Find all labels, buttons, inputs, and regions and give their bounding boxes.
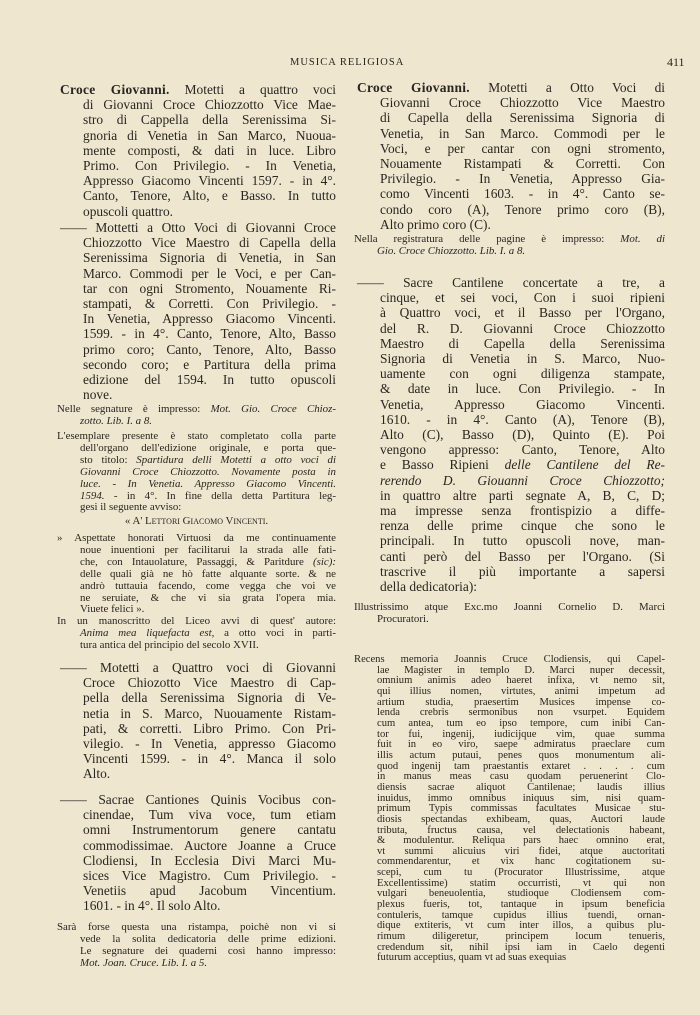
italic-text: delle Cantilene del Re-: [504, 457, 666, 473]
catalog-entry: [357, 80, 665, 232]
text-line: Maestro di Capella della Serenissima: [380, 335, 665, 351]
text-line: condo coro (A), Tenore primo coro (B),: [380, 201, 665, 217]
text-line: Appresso Giacomo Vincenti 1597. - in 4°.: [83, 173, 336, 189]
text-line: [354, 246, 665, 258]
text-line: opuscoli quattro.: [83, 203, 174, 219]
text-line: vilegio. - In Venetia, appresso Giacomo: [83, 736, 336, 752]
text-line: Nouamente Ristampati & Corretti. Con: [380, 156, 665, 172]
text-line: primo coro; Canto, Tenore, Alto, Basso: [83, 341, 336, 357]
text-line: della dedicatoria):: [380, 579, 478, 595]
text-run: Nella registratura delle pagine è impresso:: [354, 233, 621, 245]
text-line: 1601. - in 4°. Il solo Alto.: [83, 898, 221, 914]
text-line: tributa, fructus causa, vel delectationis habeant,: [377, 824, 665, 836]
text-line: & date in luce. Con Privilegio. - In: [380, 381, 665, 397]
catalog-entry: [60, 220, 336, 402]
note: [57, 404, 336, 428]
text-line: artium studia, praesertim Musices impense co-: [377, 696, 665, 708]
text-line: Vincenti 1599. - in 4°. Manca il solo: [83, 751, 336, 767]
text-line: tor fui, ingenij, iudicijque vim, quae summa: [377, 728, 665, 740]
text-line: diosis spectandas exhibeam, quas, Auctori laude: [377, 813, 665, 825]
text-line: dique extiteris, vt cum inter illos, a quibus plu-: [377, 920, 665, 932]
text-line: « A' Lettori Giacomo Vincenti.: [124, 515, 269, 527]
text-line: plexus fueris, tot, tantaque in ipsum beneficia: [377, 899, 665, 911]
text-line: rimum diligeretur, principem locum tenueris,: [377, 931, 665, 943]
text-line: uamente con ogni diligenza stampate,: [380, 366, 665, 382]
text-line: renza delle prime cinque che sono le: [380, 518, 665, 534]
text-line: Giovanni Croce Chiozzotto Vice Maestro: [380, 95, 665, 111]
text-run: Motetti a Otto Voci di: [469, 80, 665, 95]
italic-text: Mot. Gio. Croce Chioz-: [210, 403, 336, 415]
text-line: Venetiis apud Jacobum Vincentium.: [83, 883, 336, 899]
text-run: sto titolo:: [80, 453, 137, 466]
text-line: Alto.: [83, 766, 111, 782]
text-line: vt summi alicuius viri fidei, atque auctoritati: [377, 845, 665, 857]
text-line: primum Typis commissas facultates Musicae stu-: [377, 803, 665, 815]
text-line: in quattro altre parti segnate A, B, C, D;: [380, 487, 665, 503]
text-line: lenda crebris sermonibus non vsurpet. Equidem: [377, 707, 665, 719]
text-line: cum antea, tum eo ipso tempore, cum inibi Can-: [377, 717, 665, 729]
catalog-entry: [60, 660, 336, 782]
catalog-entry: [60, 82, 336, 219]
catalog-entry: [60, 792, 336, 914]
italic-text: Giovanni Croce Chiozzotto. Novamente posta in: [80, 465, 336, 478]
dedication-text: [354, 655, 665, 964]
text-line: Chiozzotto Vice Maestro di Capella della: [83, 235, 336, 251]
text-line: commodissimae. Auctore Joanne a Cruce: [83, 837, 336, 853]
text-line: Procuratori.: [377, 612, 429, 625]
page-number: 411: [667, 55, 685, 69]
text-run: e Basso Ripieni: [380, 457, 505, 473]
italic-text: luce. - In Venetia. Appresso Giacomo Vincenti.: [80, 477, 336, 490]
text-line: Le segnature dei quaderni così hanno impresso:: [80, 944, 336, 957]
italic-text: zotto. Lib. I. a 8.: [80, 414, 153, 427]
text-line: illis actum putaui, penes quos monumentum ali-: [377, 749, 665, 761]
running-head: MUSICA RELIGIOSA: [290, 57, 405, 68]
text-line: vulgari beneuolentia, studioque Clodiensem com-: [377, 888, 665, 900]
text-line: L'esemplare presente è stato completato colla parte: [57, 430, 336, 442]
text-line: scepi, cum tu (Procurator Illustrissime, atque: [377, 867, 665, 879]
text-line: cinendae, Tum viva voce, tum etiam: [83, 807, 336, 823]
text-line: diensis sacrae aliquot Cantilenae; laudis illius: [377, 781, 665, 793]
text-line: & modulentur. Reliqua pars haec omnino erat,: [377, 835, 665, 847]
text-line: [357, 80, 665, 95]
text-line: [357, 473, 665, 488]
italic-text: Mot. Joan. Cruce. Lib. I. a 5.: [80, 956, 208, 969]
text-line: delle quali già ne hò fatte alquante sorte. & ne: [80, 567, 336, 580]
text-line: noue inuentioni per facilitarui la strada alle fati-: [80, 543, 336, 556]
text-line: Venetia, Appresso Giacomo Vincenti.: [380, 396, 665, 412]
text-run: a otto voci in parti-: [214, 626, 336, 639]
text-line: di Capella della Serenissima Signoria di: [380, 110, 665, 126]
text-line: lae Magister in templo D. Marci nuper decessit,: [377, 664, 665, 676]
text-line: nove.: [83, 387, 113, 403]
text-run: - in 4°. In fine della detta Partitura leg-: [104, 489, 336, 502]
text-line: Recens memoria Joannis Cruce Clodiensis, qui Capel-: [354, 654, 665, 665]
italic-text: Gio. Croce Chiozzotto. Lib. I. a 8.: [377, 244, 526, 257]
text-line: stro di Cappella della Serenissima Si-: [83, 112, 336, 128]
text-line: [357, 457, 665, 472]
text-line: Excellentissime) statim occurristi, vt qui non: [377, 877, 665, 889]
text-line: Privilegio. - In Venetia, Appresso Gia-: [380, 171, 665, 187]
text-line: trascrive il più importante a sapersi: [380, 563, 665, 579]
text-line: —— Sacrae Cantiones Quinis Vocibus con-: [60, 792, 336, 807]
text-line: [57, 557, 336, 569]
text-line: [57, 958, 336, 970]
text-line: In un manoscritto del Liceo avvi di quest' autore:: [57, 615, 336, 627]
text-line: vede la solita dedicatoria delle prime edizioni.: [80, 932, 336, 945]
dedication-address: [354, 602, 665, 626]
text-line: Signoria di Venetia in S. Marco, Nuo-: [380, 351, 665, 367]
italic-text: 1594.: [80, 489, 105, 502]
text-line: ne seruiate, & che vi sia grata l'opera mia.: [80, 591, 336, 604]
text-line: gnoria di Venetia in San Marco, Nuoua-: [83, 127, 336, 143]
text-line: canti però del Basso per l'Organo. (Si: [380, 548, 665, 564]
italic-text: Mot. di: [620, 233, 665, 245]
text-line: mente composti, & dati in luce. Libro: [83, 142, 336, 158]
text-line: Alto (C), Basso (D), Quinto (E). Poi: [380, 427, 665, 443]
text-line: Marco. Commodi per le Voci, e per Can-: [83, 265, 336, 281]
text-line: Illustrissimo atque Exc.mo Joanni Cornelio D. Marci: [354, 601, 665, 613]
text-line: edizione del 1594. In tutto opuscoli: [83, 372, 336, 388]
text-line: Sarà forse questa una ristampa, poichè non vi si: [57, 921, 336, 933]
note: [57, 922, 336, 970]
text-line: andrò tuttauia facendo, come vegga che voi ve: [80, 579, 336, 592]
text-line: commendarentur, et vix hanc cogitationem su-: [377, 856, 665, 868]
note: [57, 616, 336, 652]
text-line: cinque, et sei voci, Con i suoi ripieni: [380, 290, 665, 306]
text-line: Venetia, in San Marco. Commodi per le: [380, 125, 665, 141]
italic-text: (sic):: [313, 555, 336, 568]
text-line: dell'organo dell'edizione originale, e porta que-: [80, 441, 336, 454]
text-run: Motetti a quattro voci: [169, 82, 336, 97]
text-line: fuit in eo viro, saepe admiratus praeclare cum: [377, 739, 665, 751]
entry-heading: Croce Giovanni.: [60, 82, 170, 97]
text-line: contuleris, tamque cupidus illius tuendi, ornan-: [377, 909, 665, 921]
text-line: sices Vice Magistro. Cum Privilegio. -: [83, 868, 336, 884]
text-line: di Giovanni Croce Chiozzotto Vice Mae-: [83, 97, 336, 113]
text-line: [57, 416, 336, 428]
text-line: omni Instrumentorum genere cantatu: [83, 822, 336, 838]
text-line: à Quattro voci, et il Basso per l'Organo,: [380, 305, 665, 321]
text-line: » Aspettate honorati Virtuosi da me continuamente: [57, 532, 336, 544]
text-line: Alto primo coro (C).: [380, 216, 491, 232]
text-line: qui illius nomen, virtutes, animi impetum ad: [377, 685, 665, 697]
text-line: ma impresse senza frontispizio a diffe-: [380, 503, 665, 519]
text-line: [60, 82, 336, 97]
text-line: Primo. Con Privilegio. - In Venetia,: [83, 158, 336, 174]
text-line: gesi il seguente avviso:: [80, 501, 182, 514]
text-line: 1610. - in 4°. Canto (A), Tenore (B),: [380, 411, 665, 427]
text-run: Nelle segnature è impresso:: [57, 403, 211, 415]
text-line: —— Motetti a Quattro voci di Giovanni: [60, 660, 336, 675]
quoted-notice: [57, 533, 336, 616]
text-line: del R. D. Giovanni Croce Chiozzotto: [380, 320, 665, 336]
text-line: Voci, e per cantar con ogni stromento,: [380, 140, 665, 156]
quote-heading: [57, 516, 336, 528]
text-line: —— Mottetti a Otto Voci di Giovanni Croce: [60, 220, 336, 235]
text-line: Viuete felici ».: [80, 603, 145, 616]
text-line: —— Sacre Cantilene concertate a tre, a: [357, 275, 665, 290]
text-line: como Vincenti 1603. - in 4°. Canto se-: [380, 186, 665, 202]
text-line: Clodiensi, In Ecclesia Divi Marci Mu-: [83, 852, 336, 868]
text-line: vengono appresso: Canto, Tenore, Alto: [380, 442, 665, 458]
text-line: Serenissima Signoria di Venetia, in San: [83, 250, 336, 266]
note: [57, 431, 336, 514]
text-line: in manus meas casu quodam peruenerint Clo-: [377, 771, 665, 783]
text-line: principali. In tutto opuscoli nove, man-: [380, 533, 665, 549]
catalog-entry: [357, 275, 665, 594]
text-line: tura antica del principio del secolo XVII.: [80, 638, 259, 651]
text-line: tar con ogni Stromento, Nouamente Ri-: [83, 280, 336, 296]
text-line: In Venetia, Appresso Giacomo Vincenti.: [83, 311, 336, 327]
text-line: pati, & corretti. Libro Primo. Con Pri-: [83, 720, 336, 736]
italic-text: Anima mea liquefacta est,: [80, 626, 215, 639]
text-line: secondo coro; e Partitura della prima: [83, 356, 336, 372]
text-line: inuidus, immo omnibus iniquus sim, nisi quam-: [377, 792, 665, 804]
text-line: stampati, & Corretti. Con Privilegio. -: [83, 296, 336, 312]
text-line: 1599. - in 4°. Canto, Tenore, Alto, Basso: [83, 326, 336, 342]
text-line: quod ingenij tam praestantis extaret . . . . cum: [377, 760, 665, 772]
entry-heading: Croce Giovanni.: [357, 80, 470, 95]
text-run: che, con Intauolature, Passaggi, & Paritdure: [80, 555, 314, 568]
text-line: Croce Chiozotto Vice Maestro di Cap-: [83, 675, 336, 691]
note: [354, 234, 665, 258]
text-line: futurum acceptius, quam vt ad suas exequias: [377, 952, 567, 964]
text-line: netia in S. Marco, Nuouamente Ristam-: [83, 705, 336, 721]
italic-text: rerendo D. Giouanni Croce Chiozzotto;: [380, 472, 665, 488]
text-line: pella della Serenissima Signoria di Ve-: [83, 690, 336, 706]
text-line: credendum sit, nihil ipsi iam in Caelo degenti: [377, 941, 665, 953]
text-line: Canto, Tenore, Alto, e Basso. In tutto: [83, 188, 336, 204]
italic-text: Spartidura delli Motetti a otto voci di: [136, 453, 336, 466]
text-line: omnium animis adeo haeret infixa, vt nemo sit,: [377, 675, 665, 687]
